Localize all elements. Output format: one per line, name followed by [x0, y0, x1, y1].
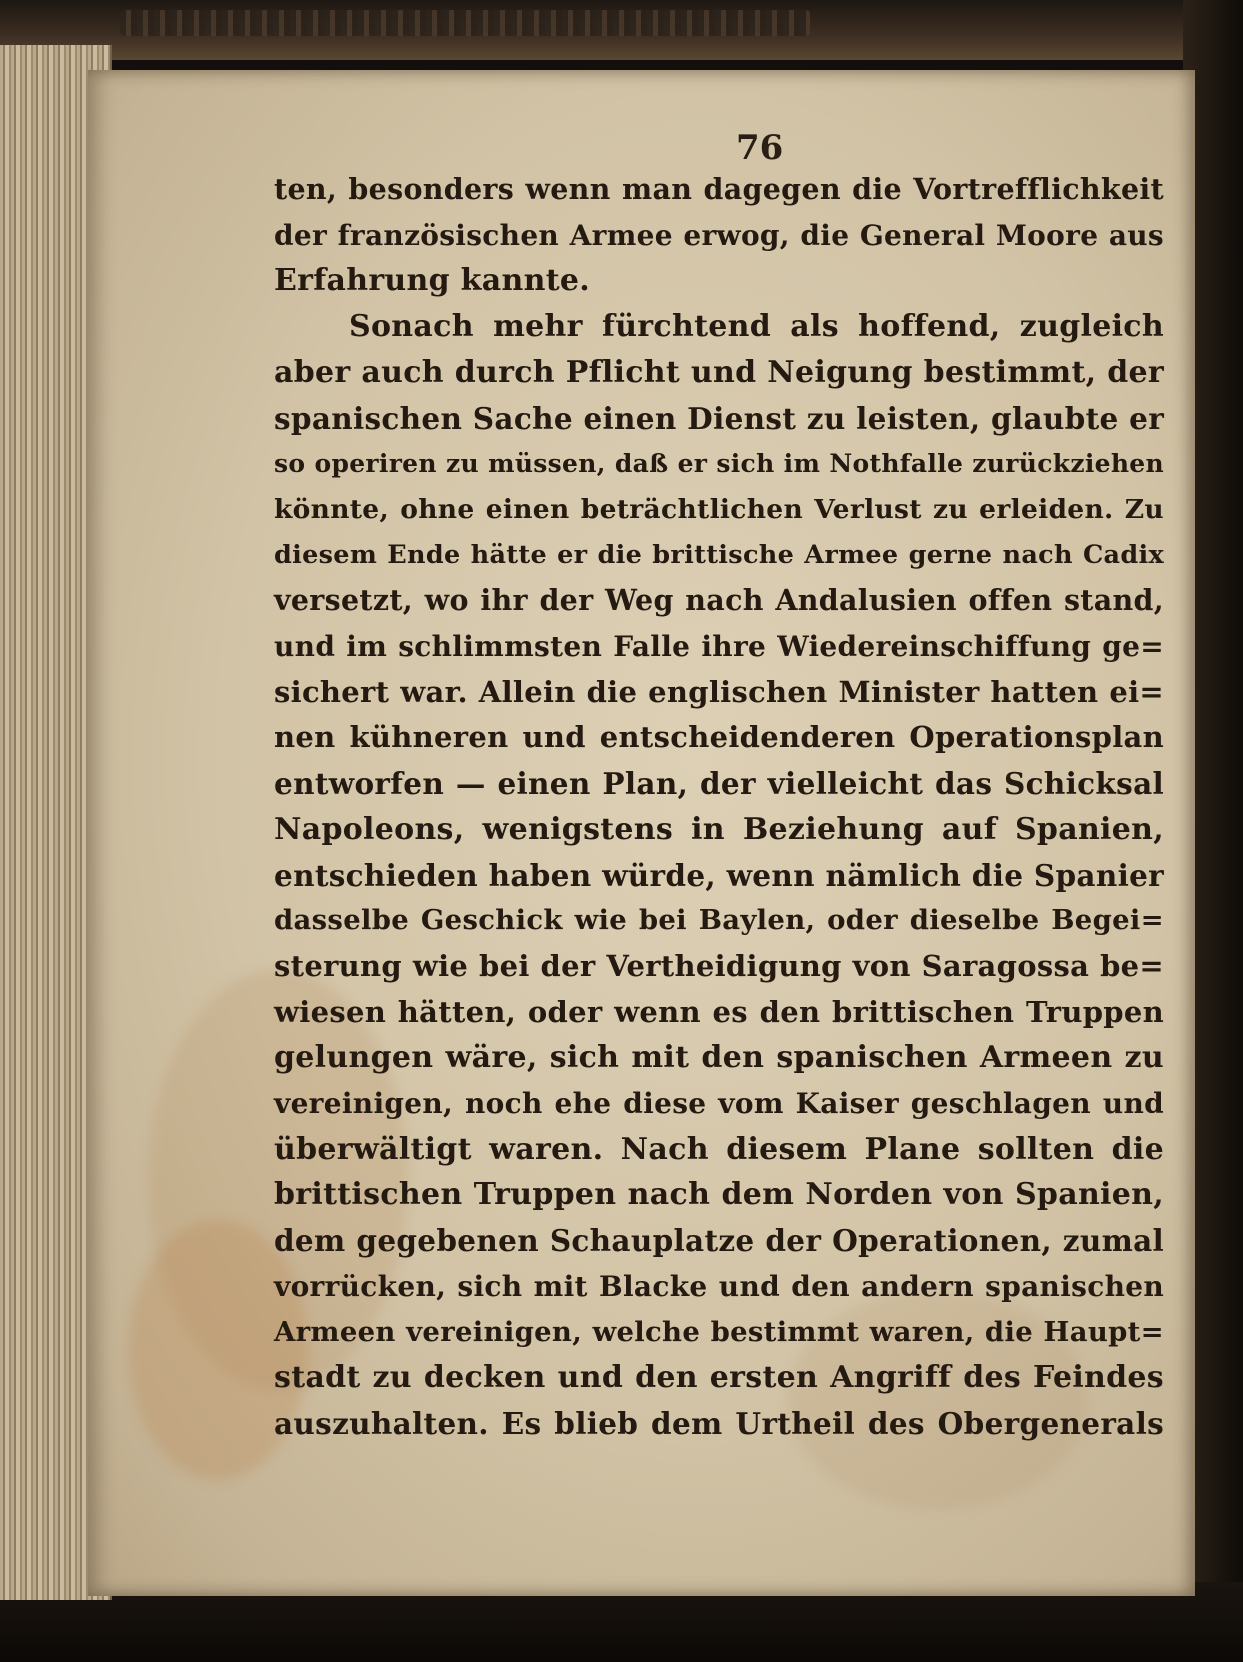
text-line: spanischen Sache einen Dienst zu leisten, glaubte er	[274, 400, 1165, 436]
text-line: auszuhalten. Es blieb dem Urtheil des Obergenerals	[274, 1405, 1164, 1441]
text-line: Sonach mehr fürchtend als hoffend, zugleich	[349, 309, 1164, 345]
text-line: entworfen — einen Plan, der vielleicht das Schicksal	[274, 766, 1164, 802]
text-line: dasselbe Geschick wie bei Baylen, oder dieselbe Begei=	[274, 904, 1164, 937]
text-line: brittischen Truppen nach dem Norden von Spanien,	[274, 1177, 1164, 1213]
text-line: sterung wie bei der Vertheidigung von Saragossa be=	[274, 948, 1164, 983]
text-line: versetzt, wo ihr der Weg nach Andalusien offen stand,	[274, 583, 1164, 618]
text-line: Armeen vereinigen, welche bestimmt waren, die Haupt=	[274, 1315, 1164, 1348]
text-line: Napoleons, wenigstens in Beziehung auf Spanien,	[274, 811, 1164, 847]
text-line: könnte, ohne einen beträchtlichen Verlust zu erleiden. Zu	[274, 493, 1164, 525]
text-line: wiesen hätten, oder wenn es den brittischen Truppen	[274, 994, 1164, 1029]
text-line: vorrücken, sich mit Blacke und den andern spanischen	[274, 1269, 1164, 1303]
text-line: Erfahrung kannte.	[274, 263, 591, 299]
text-line: ten, besonders wenn man dagegen die Vortrefflichkeit	[274, 172, 1164, 206]
text-line: stadt zu decken und den ersten Angriff des Feindes	[274, 1360, 1164, 1396]
text-line: der französischen Armee erwog, die General Moore aus	[274, 218, 1164, 252]
text-line: überwältigt waren. Nach diesem Plane sollten die	[274, 1131, 1164, 1167]
text-line: dem gegebenen Schauplatze der Operationen, zumal	[274, 1223, 1164, 1259]
text-line: und im schlimmsten Falle ihre Wiedereinschiffung ge=	[274, 630, 1164, 664]
text-line: so operiren zu müssen, daß er sich im Nothfalle zurückziehen	[274, 449, 1164, 479]
book-page	[88, 70, 1195, 1596]
text-line: gelungen wäre, sich mit den spanischen Armeen zu	[274, 1040, 1164, 1076]
book-binding-top	[0, 0, 1243, 60]
text-line: entschieden haben würde, wenn nämlich die Spanier	[274, 857, 1164, 893]
text-line: nen kühneren und entscheidenderen Operationsplan	[274, 720, 1164, 755]
page-body-text	[274, 167, 1164, 1447]
text-line: aber auch durch Pflicht und Neigung bestimmt, der	[274, 354, 1164, 390]
page-number: 76	[736, 128, 784, 168]
text-line: sichert war. Allein die englischen Minister hatten ei=	[274, 674, 1164, 709]
text-line: vereinigen, noch ehe diese vom Kaiser geschlagen und	[274, 1087, 1164, 1121]
text-line: diesem Ende hätte er die brittische Armee gerne nach Cadix	[274, 539, 1164, 570]
